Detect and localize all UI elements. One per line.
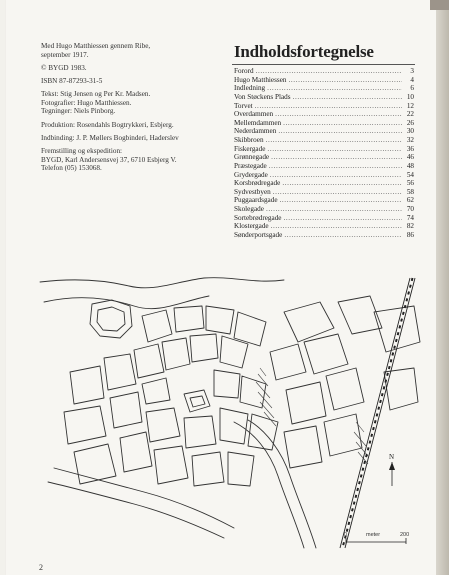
- toc-entry: [234, 145, 414, 154]
- page-number: 2: [39, 563, 43, 572]
- map-railway: [340, 278, 415, 548]
- map-block: [184, 416, 216, 448]
- toc-entry-page: 54: [406, 170, 414, 179]
- toc-entry-title: Sønderportsgade: [234, 230, 283, 239]
- map-block: [154, 446, 188, 484]
- map-block: [220, 408, 248, 444]
- colophon: [41, 42, 216, 177]
- map-block: [228, 452, 254, 486]
- map-castle-moat: [90, 300, 132, 338]
- toc-leader-dots: [265, 84, 402, 93]
- town-map: [34, 272, 424, 552]
- colophon-line: Indbinding: J. P. Møllers Bogbinderi, Haderslev: [41, 133, 179, 142]
- toc-entry-title: Indledning: [234, 84, 266, 93]
- colophon-line: Fremstilling og ekspedition: BYGD, Karl Andersensvej 37, 6710 Esbjerg V. Telefon (05) 153068.: [41, 146, 177, 173]
- map-block: [284, 302, 334, 342]
- toc-title-rule: [232, 64, 415, 65]
- map-block: [304, 334, 348, 374]
- toc-entry-page: 3: [410, 67, 414, 75]
- map-block: [192, 452, 224, 486]
- map-river: [248, 420, 316, 548]
- toc-entry-title: Overdammen: [234, 110, 274, 119]
- toc-entry: [234, 188, 414, 197]
- map-block: [270, 344, 306, 380]
- colophon-line: © BYGD 1983.: [41, 63, 87, 72]
- toc-entry-title: Puggaardsgade: [234, 196, 278, 205]
- toc-leader-dots: [253, 102, 402, 111]
- toc-entry-page: 36: [406, 144, 414, 153]
- toc-entry: [234, 67, 414, 76]
- map-boundary-line: [44, 296, 209, 309]
- toc-entry-page: 74: [406, 213, 414, 222]
- map-castle-bank: [97, 307, 125, 331]
- toc-entry-title: Skolegade: [234, 205, 264, 213]
- north-arrow-icon: [389, 453, 395, 486]
- colophon-line: Tekst: Stig Jensen og Per Kr. Madsen. Fotografier: Hugo Matthiessen. Tegninger: Niels Pinborg.: [41, 90, 151, 116]
- map-boundary-line: [40, 278, 284, 288]
- toc-entry-page: 56: [406, 179, 414, 188]
- toc-entry: [234, 119, 414, 128]
- toc-leader-dots: [291, 93, 402, 102]
- toc-leader-dots: [267, 162, 402, 171]
- toc-entry: [234, 76, 414, 85]
- toc-leader-dots: [282, 214, 403, 223]
- toc-entry-page: 12: [406, 101, 414, 110]
- map-block: [190, 334, 218, 362]
- map-block: [64, 406, 106, 444]
- toc-leader-dots: [269, 153, 402, 162]
- toc-leader-dots: [282, 231, 402, 240]
- toc-leader-dots: [276, 127, 402, 136]
- toc-entry-page: 6: [410, 84, 414, 93]
- map-block: [384, 368, 418, 410]
- map-road: [54, 468, 234, 528]
- toc-entry-page: 10: [406, 92, 414, 101]
- map-cathedral-inner: [190, 396, 205, 407]
- toc-leader-dots: [268, 171, 402, 180]
- map-block: [286, 382, 326, 424]
- toc-entry: [234, 136, 414, 145]
- map-block: [104, 354, 136, 390]
- toc-leader-dots: [271, 188, 402, 197]
- toc-entry-title: Nederdammen: [234, 127, 277, 136]
- toc-entry: [234, 179, 414, 188]
- toc-entry-title: Mellemdammen: [234, 118, 282, 127]
- book-page: [6, 0, 436, 575]
- map-road: [48, 482, 224, 538]
- map-block: [74, 444, 116, 484]
- toc-entry: [234, 110, 414, 119]
- toc-entry-title: Korsbrødregade: [234, 179, 281, 188]
- scale-end-label: 200: [400, 532, 410, 538]
- map-block: [338, 296, 382, 334]
- toc-leader-dots: [265, 145, 402, 154]
- map-block: [142, 378, 170, 404]
- page-edge: [436, 0, 449, 575]
- toc-entry-page: 48: [406, 161, 414, 170]
- toc-entry: [234, 162, 414, 171]
- toc-entry-page: 58: [406, 187, 414, 196]
- toc-entry-title: Von Støckens Plads: [234, 92, 291, 101]
- table-of-contents: [234, 67, 414, 240]
- toc-entry: [234, 127, 414, 136]
- toc-entry: [234, 102, 414, 111]
- toc-entry: [234, 214, 414, 223]
- map-wetland: [256, 368, 368, 464]
- map-block: [214, 370, 240, 398]
- toc-entry-title: Klostergade: [234, 222, 269, 231]
- toc-entry: [234, 153, 414, 162]
- map-block: [70, 366, 104, 404]
- toc-leader-dots: [287, 76, 402, 85]
- map-block: [120, 432, 152, 472]
- toc-leader-dots: [254, 67, 402, 76]
- map-block: [142, 310, 172, 342]
- toc-entry-page: 30: [406, 127, 414, 136]
- toc-entry-page: 26: [406, 118, 414, 127]
- toc-entry-page: 32: [406, 136, 414, 144]
- toc-entry: [234, 196, 414, 205]
- toc-entry-page: 70: [406, 205, 414, 213]
- map-block: [326, 368, 364, 410]
- map-cathedral: [184, 390, 210, 412]
- page-edge-corner: [430, 0, 449, 10]
- toc-entry-page: 22: [406, 110, 414, 119]
- toc-entry-title: Sortebrødregade: [234, 213, 282, 222]
- toc-entry-title: Præstegade: [234, 161, 267, 170]
- scale-start-label: 0: [344, 532, 348, 538]
- map-block: [174, 306, 204, 332]
- toc-entry: [234, 93, 414, 102]
- colophon-line: Med Hugo Matthiessen gennem Ribe, september 1917.: [41, 42, 151, 59]
- colophon-line: Produktion: Rosendahls Bogtrykkeri, Esbjerg.: [41, 120, 174, 129]
- map-block: [146, 408, 180, 442]
- toc-entry-title: Grydergade: [234, 170, 268, 179]
- toc-leader-dots: [269, 222, 402, 231]
- toc-entry: [234, 171, 414, 180]
- toc-entry-page: 86: [406, 230, 414, 239]
- toc-entry-title: Fiskergade: [234, 144, 266, 153]
- toc-leader-dots: [280, 179, 402, 188]
- toc-entry: [234, 231, 414, 240]
- map-block: [240, 376, 266, 408]
- map-block: [134, 344, 164, 378]
- map-block: [206, 306, 234, 334]
- toc-entry: [234, 205, 414, 214]
- toc-leader-dots: [264, 136, 402, 145]
- colophon-line: ISBN 87-87293-31-5: [41, 76, 103, 85]
- map-scale-bar: [344, 532, 409, 544]
- map-block: [162, 338, 190, 370]
- toc-entry-title: Skibbroen: [234, 136, 264, 144]
- toc-entry-page: 82: [406, 222, 414, 231]
- scale-unit-label: meter: [366, 532, 381, 538]
- toc-entry-page: 62: [406, 196, 414, 205]
- north-label: N: [389, 453, 395, 461]
- toc-leader-dots: [281, 119, 402, 128]
- map-block: [284, 426, 322, 468]
- toc-entry: [234, 84, 414, 93]
- toc-leader-dots: [278, 196, 402, 205]
- map-block: [110, 392, 142, 428]
- toc-entry-page: 4: [410, 75, 414, 84]
- toc-entry-title: Forord: [234, 67, 254, 75]
- toc-entry-title: Hugo Matthiessen: [234, 75, 287, 84]
- toc-entry-title: Sydvestbyen: [234, 187, 271, 196]
- toc-entry-title: Torvet: [234, 101, 253, 110]
- toc-entry-title: Grønnegade: [234, 153, 270, 162]
- toc-title: Indholdsfortegnelse: [234, 42, 374, 61]
- toc-leader-dots: [273, 110, 402, 119]
- toc-entry: [234, 222, 414, 231]
- toc-entry-page: 46: [406, 153, 414, 162]
- toc-leader-dots: [264, 205, 402, 214]
